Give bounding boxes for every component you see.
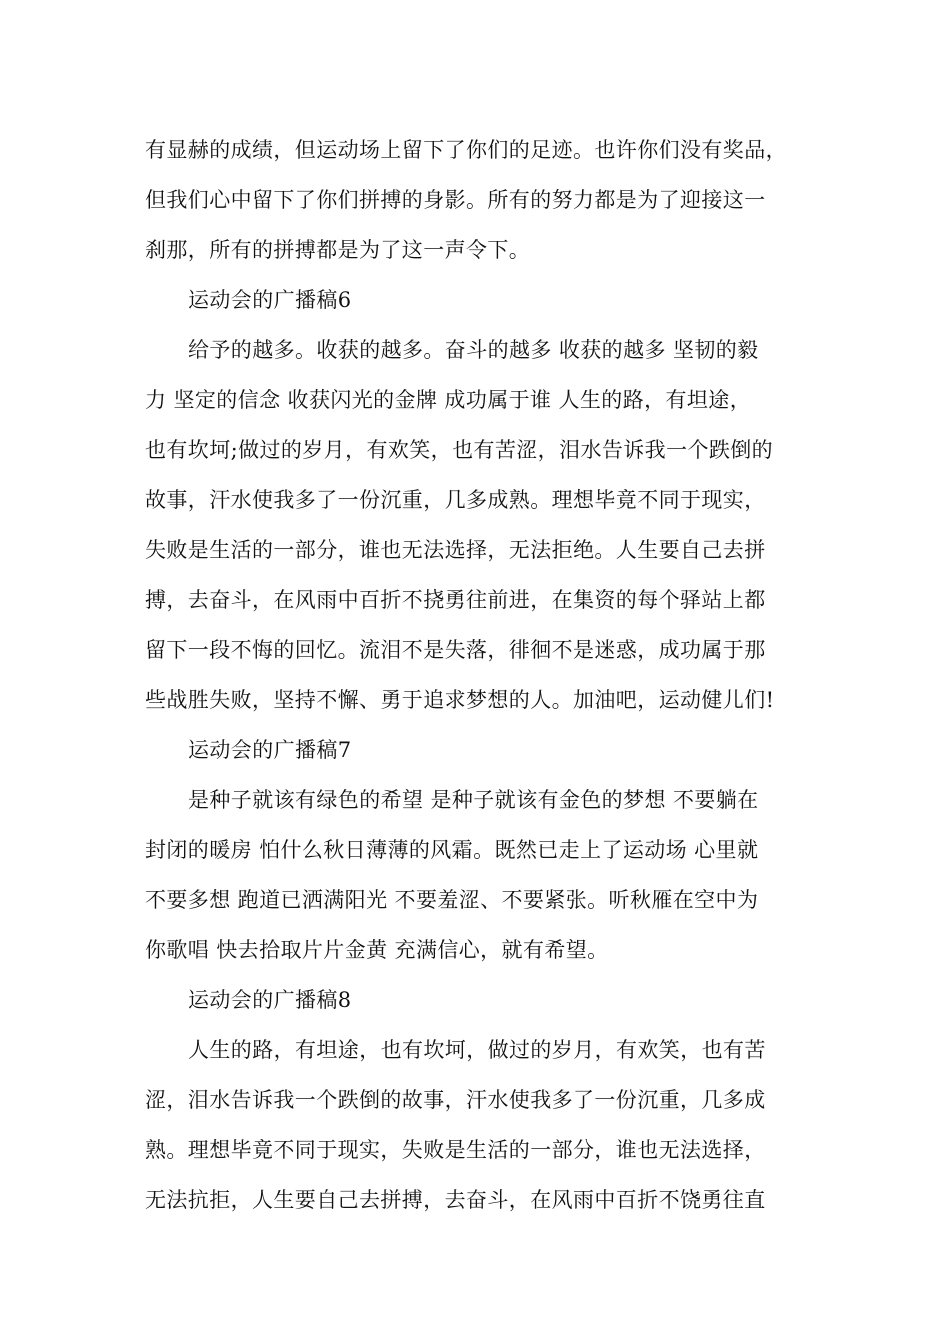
paragraph-line: 给予的越多。收获的越多。奋斗的越多 收获的越多 坚韧的毅 (188, 338, 759, 362)
paragraph-line: 刹那，所有的拼搏都是为了这一声令下。 (145, 238, 531, 262)
paragraph-line: 人生的路，有坦途，也有坎坷，做过的岁月，有欢笑，也有苦 (188, 1038, 766, 1062)
section-heading: 运动会的广播稿6 (188, 288, 352, 312)
paragraph-line: 故事，汗水使我多了一份沉重，几多成熟。理想毕竟不同于现实， (145, 488, 766, 512)
section-heading: 运动会的广播稿8 (188, 988, 352, 1012)
paragraph-line: 留下一段不悔的回忆。流泪不是失落，徘徊不是迷惑，成功属于那 (145, 638, 766, 662)
section-heading: 运动会的广播稿7 (188, 738, 352, 762)
paragraph-line: 搏，去奋斗，在风雨中百折不挠勇往前进，在集资的每个驿站上都 (145, 588, 766, 612)
paragraph-line: 失败是生活的一部分，谁也无法选择，无法拒绝。人生要自己去拼 (145, 538, 766, 562)
paragraph-line: 无法抗拒，人生要自己去拼搏，去奋斗，在风雨中百折不饶勇往直 (145, 1188, 766, 1212)
paragraph-line: 不要多想 跑道已洒满阳光 不要羞涩、不要紧张。听秋雁在空中为 (145, 888, 759, 912)
paragraph-line: 有显赫的成绩，但运动场上留下了你们的足迹。也许你们没有奖品， (145, 138, 787, 162)
paragraph-line: 也有坎坷;做过的岁月，有欢笑，也有苦涩，泪水告诉我一个跌倒的 (145, 438, 774, 462)
paragraph-line: 你歌唱 快去拾取片片金黄 充满信心，就有希望。 (145, 938, 609, 962)
paragraph-line: 封闭的暖房 怕什么秋日薄薄的风霜。既然已走上了运动场 心里就 (145, 838, 759, 862)
paragraph-line: 涩，泪水告诉我一个跌倒的故事，汗水使我多了一份沉重，几多成 (145, 1088, 766, 1112)
paragraph-line: 熟。理想毕竟不同于现实，失败是生活的一部分，谁也无法选择， (145, 1138, 766, 1162)
paragraph-line: 但我们心中留下了你们拼搏的身影。所有的努力都是为了迎接这一 (145, 188, 766, 212)
paragraph-line: 力 坚定的信念 收获闪光的金牌 成功属于谁 人生的路，有坦途， (145, 388, 752, 412)
paragraph-line: 些战胜失败，坚持不懈、勇于追求梦想的人。加油吧，运动健儿们! (145, 688, 775, 712)
paragraph-line: 是种子就该有绿色的希望 是种子就该有金色的梦想 不要躺在 (188, 788, 759, 812)
